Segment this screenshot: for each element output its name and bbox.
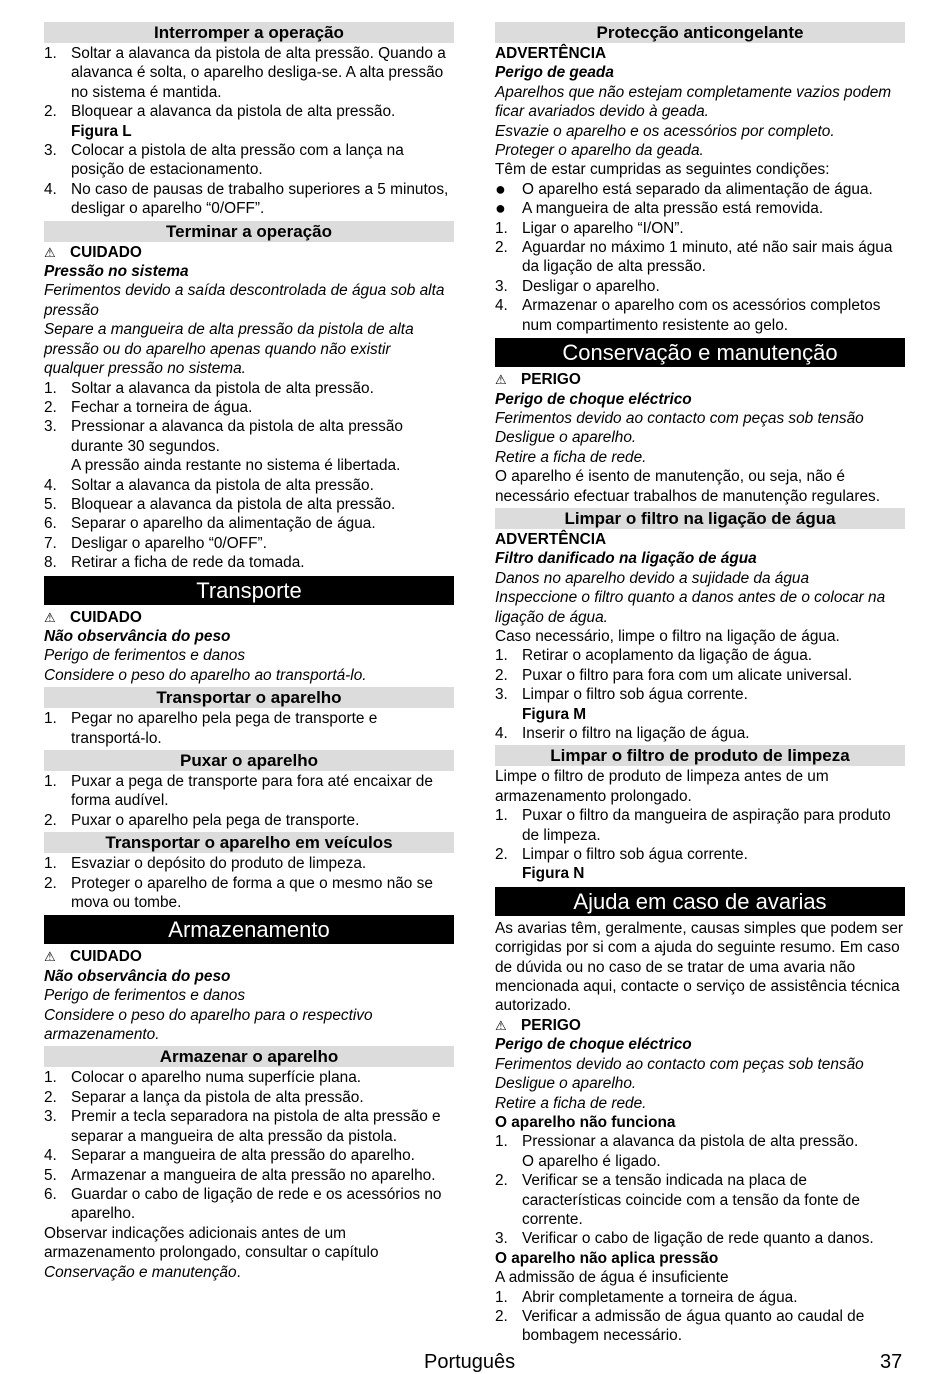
warning-line: Inspeccione o filtro quanto a danos antes de o colocar na ligação de água. (495, 589, 886, 626)
heading-filtro-produto: Limpar o filtro de produto de limpeza (495, 745, 905, 766)
list-item: 2. Verificar se a tensão indicada na placa de características coincide com a tensão da fonte de corrente. (495, 1172, 860, 1228)
warning-line: Desligue o aparelho. (495, 429, 637, 447)
warning-line: Considere o peso do aparelho para o respectivo armazenamento. (44, 1006, 373, 1044)
list-item: 6. Separar o aparelho da alimentação de água. (44, 515, 376, 533)
bullet-icon: ● (495, 178, 506, 199)
paragraph: A admissão de água é insuficiente (495, 1269, 729, 1287)
warning-line: Perigo de ferimentos e danos (44, 987, 246, 1005)
list-item: 1. Pegar no aparelho pela pega de transporte e transportá-lo. (44, 710, 378, 747)
heading-puxar: Puxar o aparelho (44, 750, 454, 771)
warning-line: Ferimentos devido ao contacto com peças sob tensão (495, 1055, 864, 1073)
warning-title: Não observância do peso (44, 627, 231, 645)
list-item: 2. Verificar a admissão de água quanto ao caudal de bombagem necessário. (495, 1307, 865, 1345)
warning-line: Proteger o aparelho da geada. (495, 142, 704, 160)
warning-label: ⚠ CUIDADO (44, 948, 142, 966)
warning-title: Perigo de geada (495, 64, 614, 82)
warning-icon: ⚠ (44, 609, 56, 625)
list-item: 1. Soltar a alavanca da pistola de alta pressão. (44, 379, 374, 397)
warning-line: Desligue o aparelho. (495, 1075, 637, 1093)
list-item: 2. Puxar o filtro para fora com um alicate universal. (495, 666, 853, 684)
heading-interromper: Interromper a operação (44, 22, 454, 43)
warning-icon: ⚠ (44, 949, 56, 965)
list-item: 7. Desligar o aparelho “0/OFF”. (44, 534, 267, 552)
list-item: 4. No caso de pausas de trabalho superiores a 5 minutos, desligar o aparelho “0/OFF”. (44, 180, 449, 218)
warning-icon: ⚠ (44, 244, 56, 260)
list-item: 2. Separar a lança da pistola de alta pressão. (44, 1088, 364, 1106)
list-item: 2. Fechar a torneira de água. (44, 398, 253, 416)
list-item: 4. Soltar a alavanca da pistola de alta pressão. (44, 476, 374, 494)
bullet-item: ● O aparelho está separado da alimentação de água. (495, 178, 873, 199)
warning-line: Esvazie o aparelho e os acessórios por completo. (495, 122, 835, 140)
paragraph: As avarias têm, geralmente, causas simples que podem ser corrigidas por si com a ajuda do seguinte resumo. Em caso de dúvida ou no caso de se tratar de uma avaria não mencionada aqui, contacte o serviço de assistência técnica autorizado. (495, 919, 904, 1015)
heading-anticongelante: Protecção anticongelante (495, 22, 905, 43)
warning-line: Ferimentos devido ao contacto com peças sob tensão (495, 409, 864, 427)
warning-line: Considere o peso do aparelho ao transportá-lo. (44, 666, 367, 684)
step-note: A pressão ainda restante no sistema é libertada. (71, 457, 401, 475)
list-item: 4. Armazenar o aparelho com os acessórios completos num compartimento resistente ao gelo. (495, 297, 881, 334)
warning-label: ⚠ CUIDADO (44, 608, 142, 626)
chapter-transporte: Transporte (44, 576, 454, 605)
heading-terminar: Terminar a operação (44, 221, 454, 242)
left-column (44, 20, 454, 1282)
right-column (495, 20, 905, 1346)
warning-icon: ⚠ (495, 372, 507, 388)
warning-title: Filtro danificado na ligação de água (495, 550, 757, 568)
warning-line: Perigo de ferimentos e danos (44, 647, 246, 665)
heading-filtro-agua: Limpar o filtro na ligação de água (495, 508, 905, 529)
warning-label: ⚠ PERIGO (495, 1016, 581, 1034)
list-item: 2. Proteger o aparelho de forma a que o mesmo não se mova ou tombe. (44, 874, 433, 912)
step-note: O aparelho é ligado. (522, 1152, 661, 1170)
list-item: 1. Retirar o acoplamento da ligação de água. (495, 647, 813, 665)
list-item: 5. Bloquear a alavanca da pistola de alta pressão. (44, 495, 396, 513)
warning-label: ADVERTÊNCIA (495, 45, 607, 62)
list-item: 1. Puxar o filtro da mangueira de aspiração para produto de limpeza. (495, 807, 891, 844)
warning-title: Perigo de choque eléctrico (495, 390, 692, 408)
list-item: 2. Limpar o filtro sob água corrente. (495, 846, 748, 864)
warning-line: Retire a ficha de rede. (495, 1094, 647, 1112)
warning-line: Aparelhos que não estejam completamente vazios podem ficar avariados devido à geada. (495, 83, 892, 121)
list-item: 3. Premir a tecla separadora na pistola de alta pressão e separar a mangueira de alta pressão da pistola. (44, 1108, 441, 1145)
list-item: 3. Desligar o aparelho. (495, 277, 660, 295)
conditions-intro: Têm de estar cumpridas as seguintes condições: (495, 161, 830, 179)
warning-label: ADVERTÊNCIA (495, 530, 607, 548)
warning-line: Danos no aparelho devido a sujidade da água (495, 569, 810, 587)
list-item: 2. Aguardar no máximo 1 minuto, até não sair mais água da ligação de alta pressão. (495, 239, 893, 276)
page-number: 37 (880, 1351, 903, 1373)
warning-icon: ⚠ (495, 1017, 507, 1033)
warning-title: Pressão no sistema (44, 263, 189, 281)
list-item: 5. Armazenar a mangueira de alta pressão no aparelho. (44, 1166, 436, 1184)
list-item: 4. Separar a mangueira de alta pressão do aparelho. (44, 1147, 415, 1165)
heading-transportar: Transportar o aparelho (44, 687, 454, 708)
list-item: 3. Colocar a pistola de alta pressão com a lança na posição de estacionamento. (44, 142, 404, 179)
figure-ref: Figura L (71, 122, 132, 140)
chapter-armazenamento: Armazenamento (44, 915, 454, 944)
warning-line: Ferimentos devido a saída descontrolada de água sob alta pressão (44, 282, 445, 319)
list-item: 1. Puxar a pega de transporte para fora até encaixar de forma audível. (44, 773, 433, 810)
bullet-item: ● A mangueira de alta pressão está removida. (495, 198, 824, 219)
subheading: O aparelho não funciona (495, 1113, 676, 1131)
warning-label: ⚠ PERIGO (495, 371, 581, 389)
chapter-conservacao: Conservação e manutenção (495, 338, 905, 367)
warning-title: Perigo de choque eléctrico (495, 1036, 692, 1054)
subheading: O aparelho não aplica pressão (495, 1249, 719, 1267)
list-item: 8. Retirar a ficha de rede da tomada. (44, 554, 305, 572)
list-item: 1. Soltar a alavanca da pistola de alta pressão. Quando a alavanca é solta, o aparelho desliga-se. A alta pressão no sistema é mantida. (44, 45, 446, 101)
footer-language: Português (424, 1351, 516, 1373)
list-item: 2. Puxar o aparelho pela pega de transporte. (44, 811, 360, 829)
list-item: 3. Pressionar a alavanca da pistola de alta pressão durante 30 segundos. (44, 418, 403, 455)
chapter-avarias: Ajuda em caso de avarias (495, 887, 905, 916)
list-item: 1. Esvaziar o depósito do produto de limpeza. (44, 855, 367, 873)
warning-label: ⚠ CUIDADO (44, 243, 142, 261)
paragraph: O aparelho é isento de manutenção, ou seja, não é necessário efectuar trabalhos de manutenção regulares. (495, 468, 880, 505)
list-item: 1. Pressionar a alavanca da pistola de alta pressão. (495, 1133, 859, 1151)
list-item: 1. Colocar o aparelho numa superfície plana. (44, 1069, 362, 1087)
list-item: 1. Abrir completamente a torneira de água. (495, 1288, 798, 1306)
chapter-reference: Conservação e manutenção (44, 1263, 237, 1281)
warning-line: Separe a mangueira de alta pressão da pistola de alta pressão ou do aparelho apenas quando não existir qualquer pressão no sistema. (44, 321, 414, 378)
list-item: 1. Ligar o aparelho “I/ON”. (495, 219, 684, 237)
list-item: 6. Guardar o cabo de ligação de rede e os acessórios no aparelho. (44, 1185, 442, 1223)
heading-armazenar: Armazenar o aparelho (44, 1046, 454, 1067)
list-item: 2. Bloquear a alavanca da pistola de alta pressão. (44, 103, 396, 121)
figure-ref: Figura M (522, 705, 587, 723)
paragraph: Caso necessário, limpe o filtro na ligação de água. (495, 627, 840, 645)
warning-title: Não observância do peso (44, 967, 231, 985)
list-item: 3. Verificar o cabo de ligação de rede quanto a danos. (495, 1230, 874, 1248)
heading-veiculos: Transportar o aparelho em veículos (44, 832, 454, 853)
closing-paragraph: Observar indicações adicionais antes de um armazenamento prolongado, consultar o capítulo Conservação e manutenção. (44, 1224, 379, 1281)
list-item: 3. Limpar o filtro sob água corrente. (495, 686, 748, 704)
figure-ref: Figura N (522, 865, 585, 883)
bullet-icon: ● (495, 198, 506, 219)
paragraph: Limpe o filtro de produto de limpeza antes de um armazenamento prolongado. (495, 768, 829, 805)
list-item: 4. Inserir o filtro na ligação de água. (495, 725, 750, 742)
warning-line: Retire a ficha de rede. (495, 448, 647, 466)
